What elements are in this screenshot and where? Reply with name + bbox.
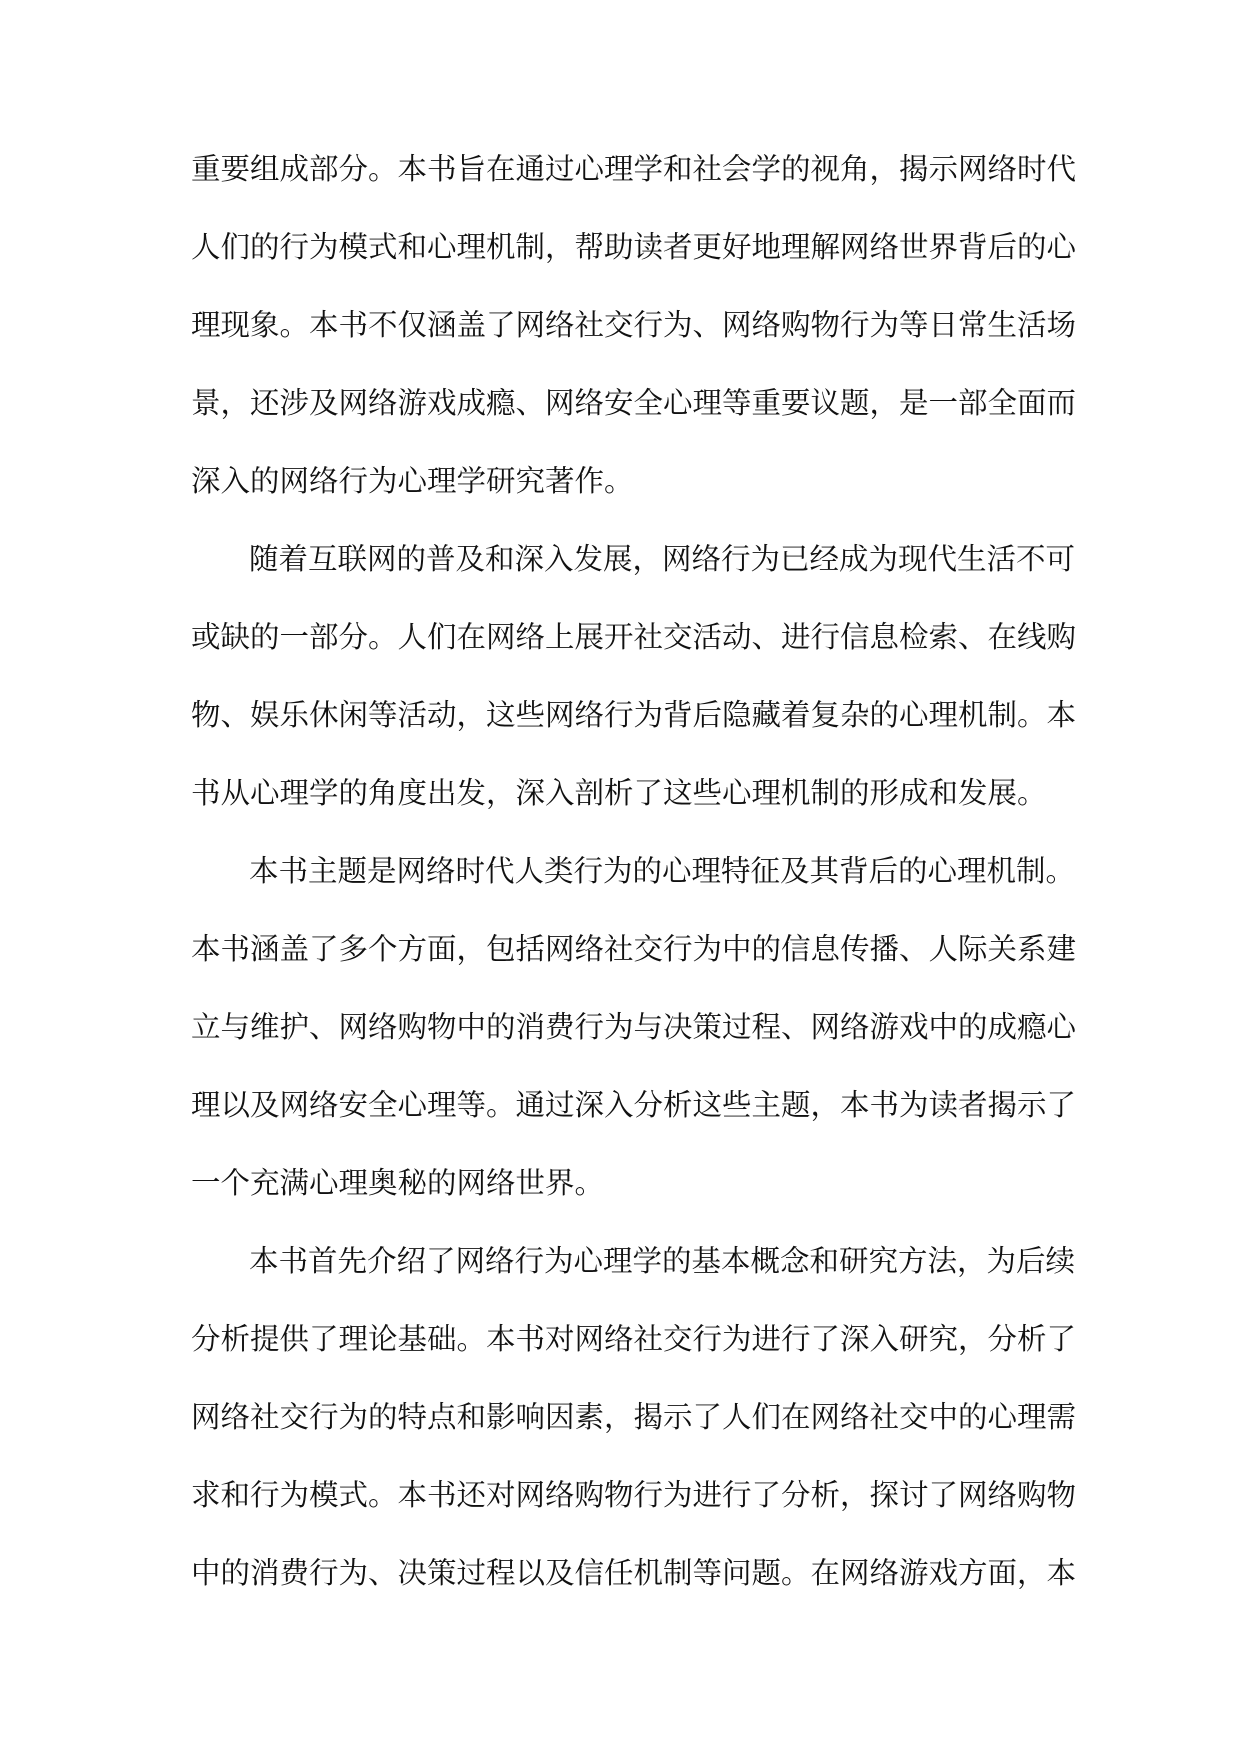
text-line: 求和行为模式。本书还对网络购物行为进行了分析，探讨了网络购物	[191, 1478, 1077, 1512]
text-line: 书从心理学的角度出发，深入剖析了这些心理机制的形成和发展。	[191, 776, 1047, 810]
text-line: 网络社交行为的特点和影响因素，揭示了人们在网络社交中的心理需	[191, 1400, 1077, 1434]
paragraph-first-line: 随着互联网的普及和深入发展，网络行为已经成为现代生活不可	[249, 542, 1076, 576]
paragraph-first-line: 本书主题是网络时代人类行为的心理特征及其背后的心理机制。	[249, 854, 1076, 888]
text-line: 中的消费行为、决策过程以及信任机制等问题。在网络游戏方面，本	[191, 1556, 1077, 1590]
text-line: 立与维护、网络购物中的消费行为与决策过程、网络游戏中的成瘾心	[191, 1010, 1077, 1044]
text-line: 人们的行为模式和心理机制，帮助读者更好地理解网络世界背后的心	[191, 230, 1077, 264]
text-line: 景，还涉及网络游戏成瘾、网络安全心理等重要议题，是一部全面而	[191, 386, 1077, 420]
text-line: 本书涵盖了多个方面，包括网络社交行为中的信息传播、人际关系建	[191, 932, 1077, 966]
text-line: 理以及网络安全心理等。通过深入分析这些主题，本书为读者揭示了	[191, 1088, 1077, 1122]
text-line: 一个充满心理奥秘的网络世界。	[191, 1166, 605, 1200]
text-line: 物、娱乐休闲等活动，这些网络行为背后隐藏着复杂的心理机制。本	[191, 698, 1077, 732]
text-line: 或缺的一部分。人们在网络上展开社交活动、进行信息检索、在线购	[191, 620, 1077, 654]
text-line: 深入的网络行为心理学研究著作。	[191, 464, 634, 498]
text-line: 重要组成部分。本书旨在通过心理学和社会学的视角，揭示网络时代	[191, 152, 1077, 186]
text-line: 理现象。本书不仅涵盖了网络社交行为、网络购物行为等日常生活场	[191, 308, 1077, 342]
text-line: 分析提供了理论基础。本书对网络社交行为进行了深入研究，分析了	[191, 1322, 1077, 1356]
paragraph-first-line: 本书首先介绍了网络行为心理学的基本概念和研究方法，为后续	[249, 1244, 1076, 1278]
